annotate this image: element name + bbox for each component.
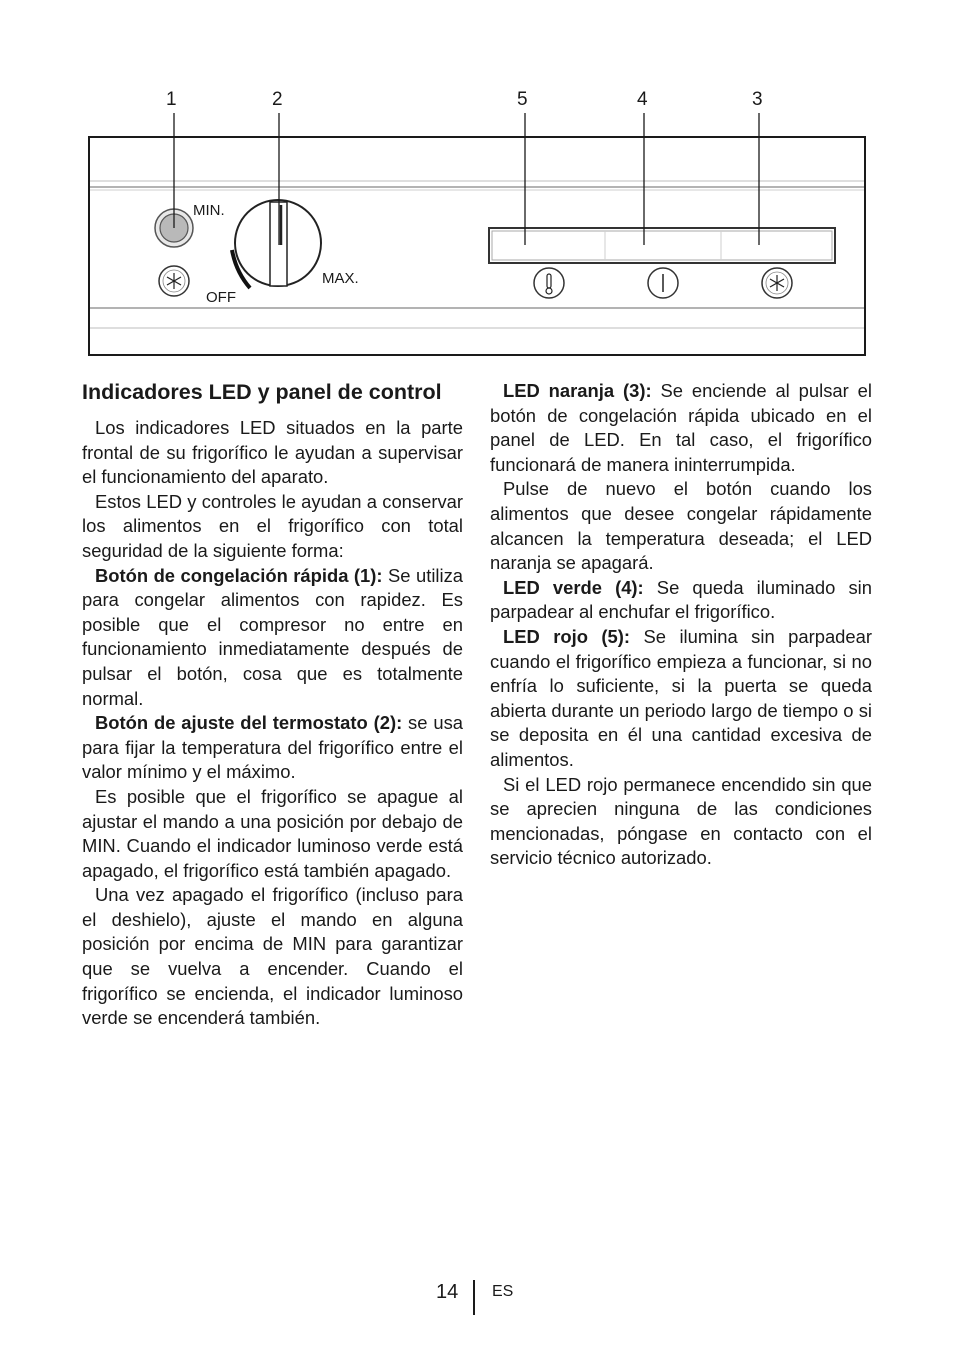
off-label: OFF [206,289,236,306]
right-column [490,379,872,871]
red-led-paragraph [490,625,872,773]
callout-5: 5 [517,89,528,110]
intro-paragraph-1: Los indicadores LED situados en la parte frontal de su frigorífico le ayudan a supervisar el funcionamiento del aparato. [82,417,463,488]
red-led-paragraph-2: Si el LED rojo permanece encendido sin que se aprecien ninguna de las condiciones mencionadas, póngase en contacto con el servicio técnico autorizado. [490,773,872,869]
left-column [82,380,463,1031]
min-label: MIN. [193,202,225,219]
led-display [489,228,835,263]
red-led-text: Se ilumina sin parpadear cuando el frigorífico empieza a funcionar, si no enfría lo suficiente, si la puerta se queda abierta durante un periodo largo de tiempo o si se deposita en él una cantidad excesiva de alimentos. [490,625,872,770]
thermostat-knob[interactable] [235,200,321,286]
control-panel-diagram [0,0,954,370]
quick-freeze-label: Botón de congelación rápida (1): [95,564,383,586]
callout-1: 1 [166,89,177,110]
language-code: ES [492,1283,514,1300]
snowflake-icon [159,266,189,296]
max-label: MAX. [322,270,359,287]
green-led-paragraph [490,576,872,625]
thermostat-text: se usa para fijar la temperatura del frigorífico entre el valor mínimo y el máximo. [82,712,463,783]
orange-led-paragraph-2: Pulse de nuevo el botón cuando los alimentos que desee congelar rápidamente alcancen la temperatura deseada; el LED naranja se apagará. [490,478,872,574]
thermostat-paragraph [82,711,463,785]
quick-freeze-text: Se utiliza para congelar alimentos con rapidez. Es posible que el compresor no entre en funcionamiento inmediatamente después de pulsar el botón, cosa que es totalmente normal. [82,564,463,709]
off-paragraph: Es posible que el frigorífico se apague al ajustar el mando a una posición por debajo de MIN. Cuando el indicador luminoso verde está apagado, el frigorífico está también apagado. [82,785,463,881]
green-led-text: Se queda iluminado sin parpadear al enchufar el frigorífico. [490,576,872,623]
orange-led-paragraph [490,379,872,477]
thermometer-icon [534,268,564,298]
page-number: 14 [436,1281,459,1303]
thermostat-label: Botón de ajuste del termostato (2): [95,712,403,734]
callout-3: 3 [752,89,763,110]
intro-paragraph-2: Estos LED y controles le ayudan a conservar los alimentos en el frigorífico con total seguridad de la siguiente forma: [82,490,463,561]
section-title: Indicadores LED y panel de control [82,380,442,404]
power-line-icon [648,268,678,298]
footer-divider [473,1280,475,1315]
callout-4: 4 [637,89,648,110]
orange-led-label: LED naranja (3): [503,380,652,401]
restart-paragraph: Una vez apagado el frigorífico (incluso para el deshielo), ajuste el mando en alguna posición por encima de MIN para garantizar que se vuelva a encender. Cuando el frigorífico se encienda, el indicador luminoso verde se encenderá también. [82,884,463,1029]
green-led-label: LED verde (4): [503,576,644,598]
orange-led-text: Se enciende al pulsar el botón de congelación rápida ubicado en el panel de LED. En tal caso, el frigorífico funcionará de manera ininterrumpida. [490,380,872,475]
snowflake-icon [762,268,792,298]
red-led-label: LED rojo (5): [503,625,631,647]
quick-freeze-paragraph [82,564,463,712]
callout-2: 2 [272,89,283,110]
